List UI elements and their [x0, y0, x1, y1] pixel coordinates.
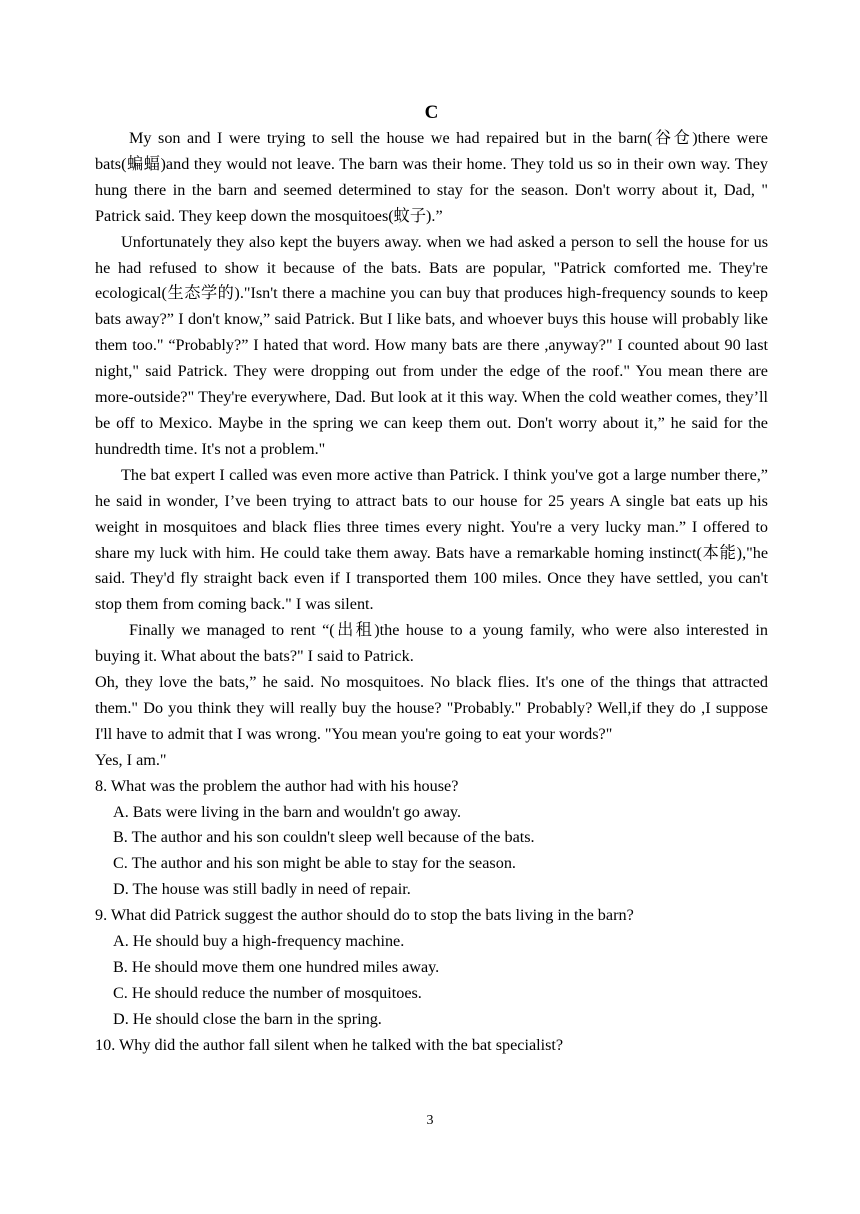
option-c: C. He should reduce the number of mosquitoes.: [113, 983, 422, 1002]
option-c: C. The author and his son might be able to stay for the season.: [113, 854, 516, 873]
paragraph-3: The bat expert I called was even more active than Patrick. I think you've got a large number there,” he said in wonder, I’ve been trying to attract bats to our house for 25 years A single bat eats up his weight in mosquitoes and black flies three times every night. You're a very lucky man.” I offered to share my luck with him. He could take them away. Bats have a remarkable homing instinct(本能),"he said. They'd fly straight back even if I transported them 100 miles. Once they have settled, you can't stop them from coming back." I was silent.: [95, 465, 768, 614]
question-8: [95, 774, 768, 904]
question-10: [95, 1033, 768, 1059]
paragraph-2: Unfortunately they also kept the buyers away. when we had asked a person to sell the house for us he had refused to show it because of the bats. Bats are popular, "Patrick comforted me. They're ecological(生态学的)."Isn't there a machine you can buy that produces high-frequency sounds to keep bats away?” I don't know,” said Patrick. But I like bats, and whoever buys this house will probably like them too." “Probably?” I hated that word. How many bats are there ,anyway?" I counted about 90 last night," said Patrick. They were dropping out from under the edge of the roof." You mean there are more-outside?" They're everywhere, Dad. But look at it this way. When the cold weather comes, they’ll be off to Mexico. Maybe in the spring we can keep them out. Don't worry about it,” he said for the hundredth time. It's not a problem.": [95, 232, 768, 458]
paragraph-5: Oh, they love the bats,” he said. No mosquitoes. No black flies. It's one of the things that attracted them." Do you think they will really buy the house? "Probably." Probably? Well,if they do ,I suppose I'll have to admit that I was wrong. "You mean you're going to eat your words?": [95, 673, 768, 743]
paragraph-1: My son and I were trying to sell the house we had repaired but in the barn(谷仓)there were bats(蝙蝠)and they would not leave. The barn was their home. They told us so in their own way. They hung there in the barn and seemed determined to stay for the season. Don't worry about it, Dad, " Patrick said. They keep down the mosquitoes(蚊子).”: [95, 129, 768, 225]
document-page: [95, 100, 768, 1059]
option-d: D. The house was still badly in need of repair.: [113, 880, 411, 899]
section-title: C: [424, 102, 439, 123]
option-a: A. Bats were living in the barn and wouldn't go away.: [113, 802, 462, 821]
option-d: D. He should close the barn in the spring.: [113, 1009, 382, 1028]
option-a: A. He should buy a high-frequency machine.: [113, 932, 405, 951]
paragraph-4: Finally we managed to rent “(出租)the house to a young family, who were also interested in buying it. What about the bats?" I said to Patrick.: [95, 621, 768, 666]
question-stem: 8. What was the problem the author had with his house?: [95, 776, 459, 795]
question-stem: 9. What did Patrick suggest the author should do to stop the bats living in the barn?: [95, 906, 634, 925]
question-9: [95, 903, 768, 1033]
question-stem: 10. Why did the author fall silent when he talked with the bat specialist?: [95, 1035, 564, 1054]
page-number: 3: [426, 1113, 434, 1128]
paragraph-6: Yes, I am.": [95, 750, 167, 769]
option-b: B. He should move them one hundred miles away.: [113, 958, 440, 976]
option-b: B. The author and his son couldn't sleep well because of the bats.: [113, 828, 535, 847]
